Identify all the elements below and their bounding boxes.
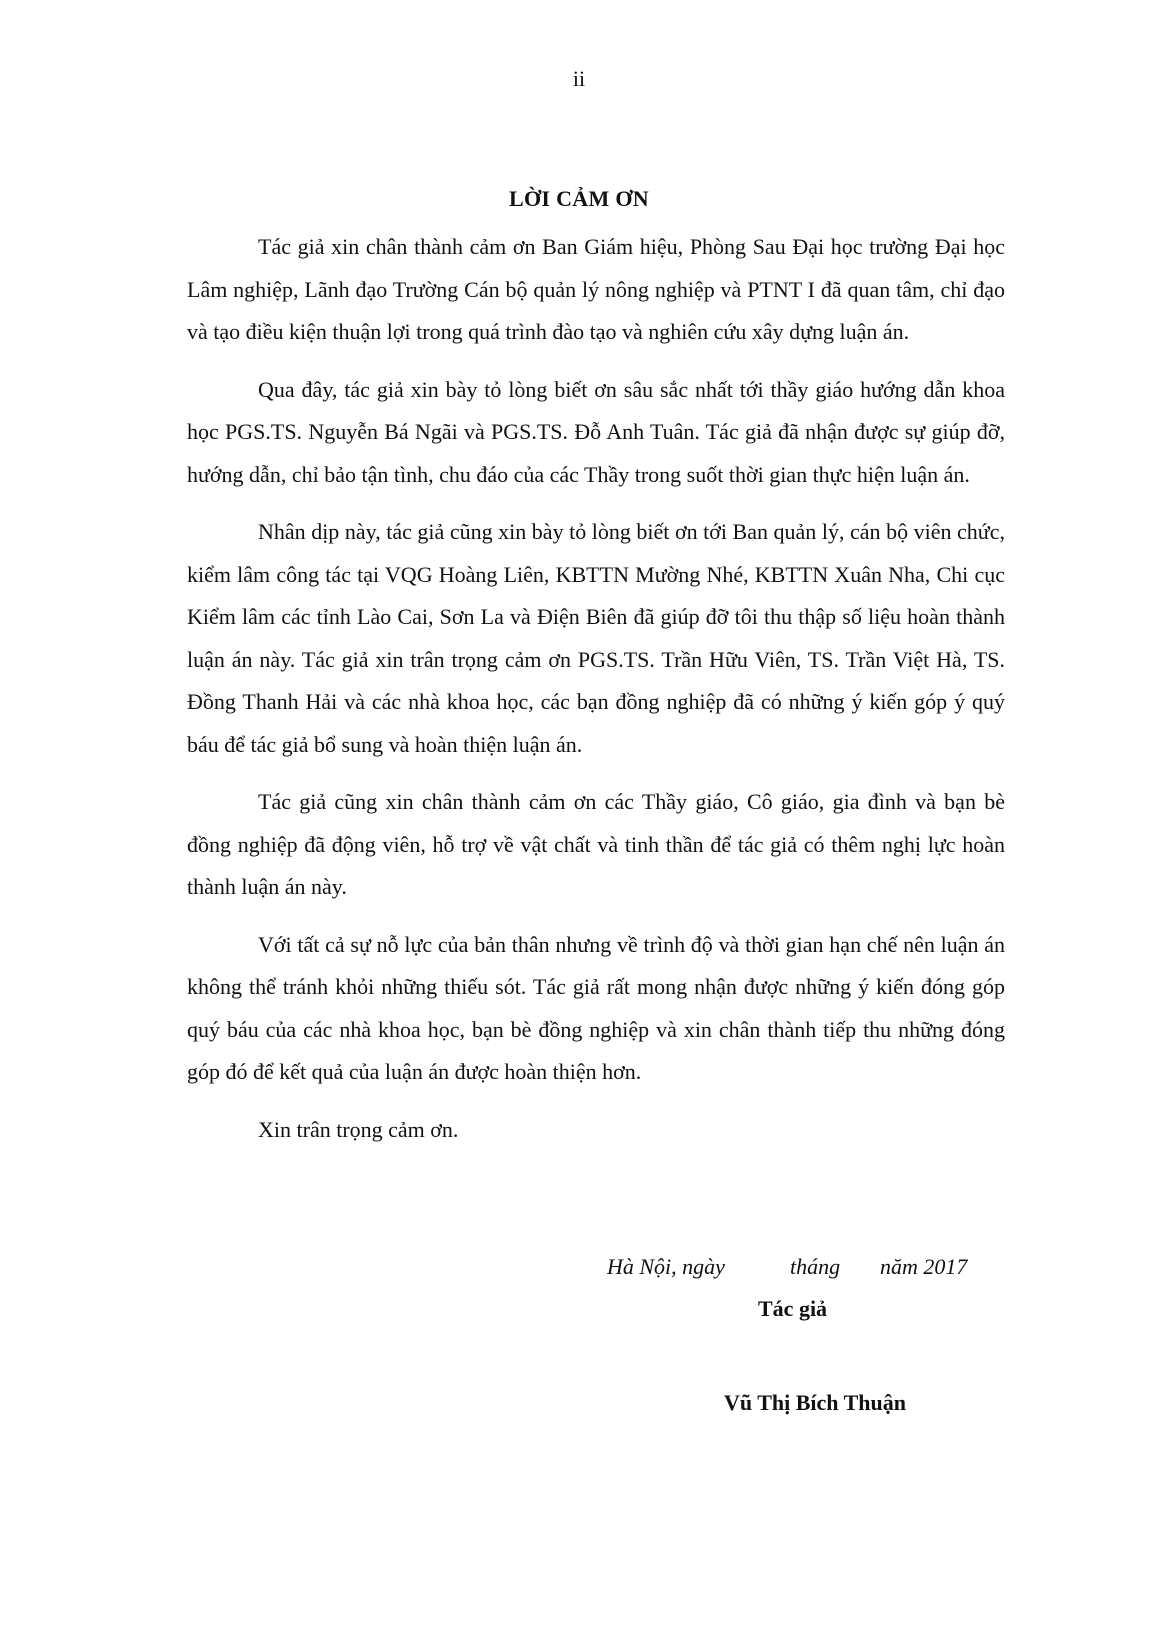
paragraph-4: Tác giả cũng xin chân thành cảm ơn các Thầy giáo, Cô giáo, gia đình và bạn bè đồng nghiệp đã động viên, hỗ trợ về vật chất và tinh thần để tác giả có thêm nghị lực hoàn thành luận án này. <box>187 789 1005 899</box>
author-role: Tác giả <box>758 1296 828 1321</box>
paragraph-closing: Xin trân trọng cảm ơn. <box>258 1116 459 1142</box>
paragraph-2: Qua đây, tác giả xin bày tỏ lòng biết ơn sâu sắc nhất tới thầy giáo hướng dẫn khoa học PGS.TS. Nguyễn Bá Ngãi và PGS.TS. Đỗ Anh Tuân. Tác giả đã nhận được sự giúp đỡ, hướng dẫn, chỉ bảo tận tình, chu đáo của các Thầy trong suốt thời gian thực hiện luận án. <box>187 376 1005 487</box>
page-title: LỜI CẢM ƠN <box>509 186 649 211</box>
date-month: tháng <box>790 1254 841 1279</box>
paragraph-1: Tác giả xin chân thành cảm ơn Ban Giám hiệu, Phòng Sau Đại học trường Đại học Lâm nghiệp, Lãnh đạo Trường Cán bộ quản lý nông nghiệp và PTNT I đã quan tâm, chỉ đạo và tạo điều kiện thuận lợi trong quá trình đào tạo và nghiên cứu xây dựng luận án. <box>187 234 1005 344</box>
paragraph-5: Với tất cả sự nỗ lực của bản thân nhưng về trình độ và thời gian hạn chế nên luận án không thể tránh khỏi những thiếu sót. Tác giả rất mong nhận được những ý kiến đóng góp quý báu của các nhà khoa học, bạn bè đồng nghiệp và xin chân thành tiếp thu những đóng góp đó để kết quả của luận án được hoàn thiện hơn. <box>187 931 1005 1084</box>
acknowledgement-body <box>187 226 1005 1166</box>
date-year: năm 2017 <box>880 1254 968 1279</box>
author-name: Vũ Thị Bích Thuận <box>724 1390 907 1415</box>
page-number: ii <box>572 66 586 91</box>
date-place-day: Hà Nội, ngày <box>607 1254 725 1279</box>
paragraph-3: Nhân dịp này, tác giả cũng xin bày tỏ lòng biết ơn tới Ban quản lý, cán bộ viên chức, kiểm lâm công tác tại VQG Hoàng Liên, KBTTN Mường Nhé, KBTTN Xuân Nha, Chi cục Kiểm lâm các tỉnh Lào Cai, Sơn La và Điện Biên đã giúp đỡ tôi thu thập số liệu hoàn thành luận án này. Tác giả xin trân trọng cảm ơn PGS.TS. Trần Hữu Viên, TS. Trần Việt Hà, TS. Đồng Thanh Hải và các nhà khoa học, các bạn đồng nghiệp đã có những ý kiến góp ý quý báu để tác giả bổ sung và hoàn thiện luận án. <box>187 519 1005 757</box>
